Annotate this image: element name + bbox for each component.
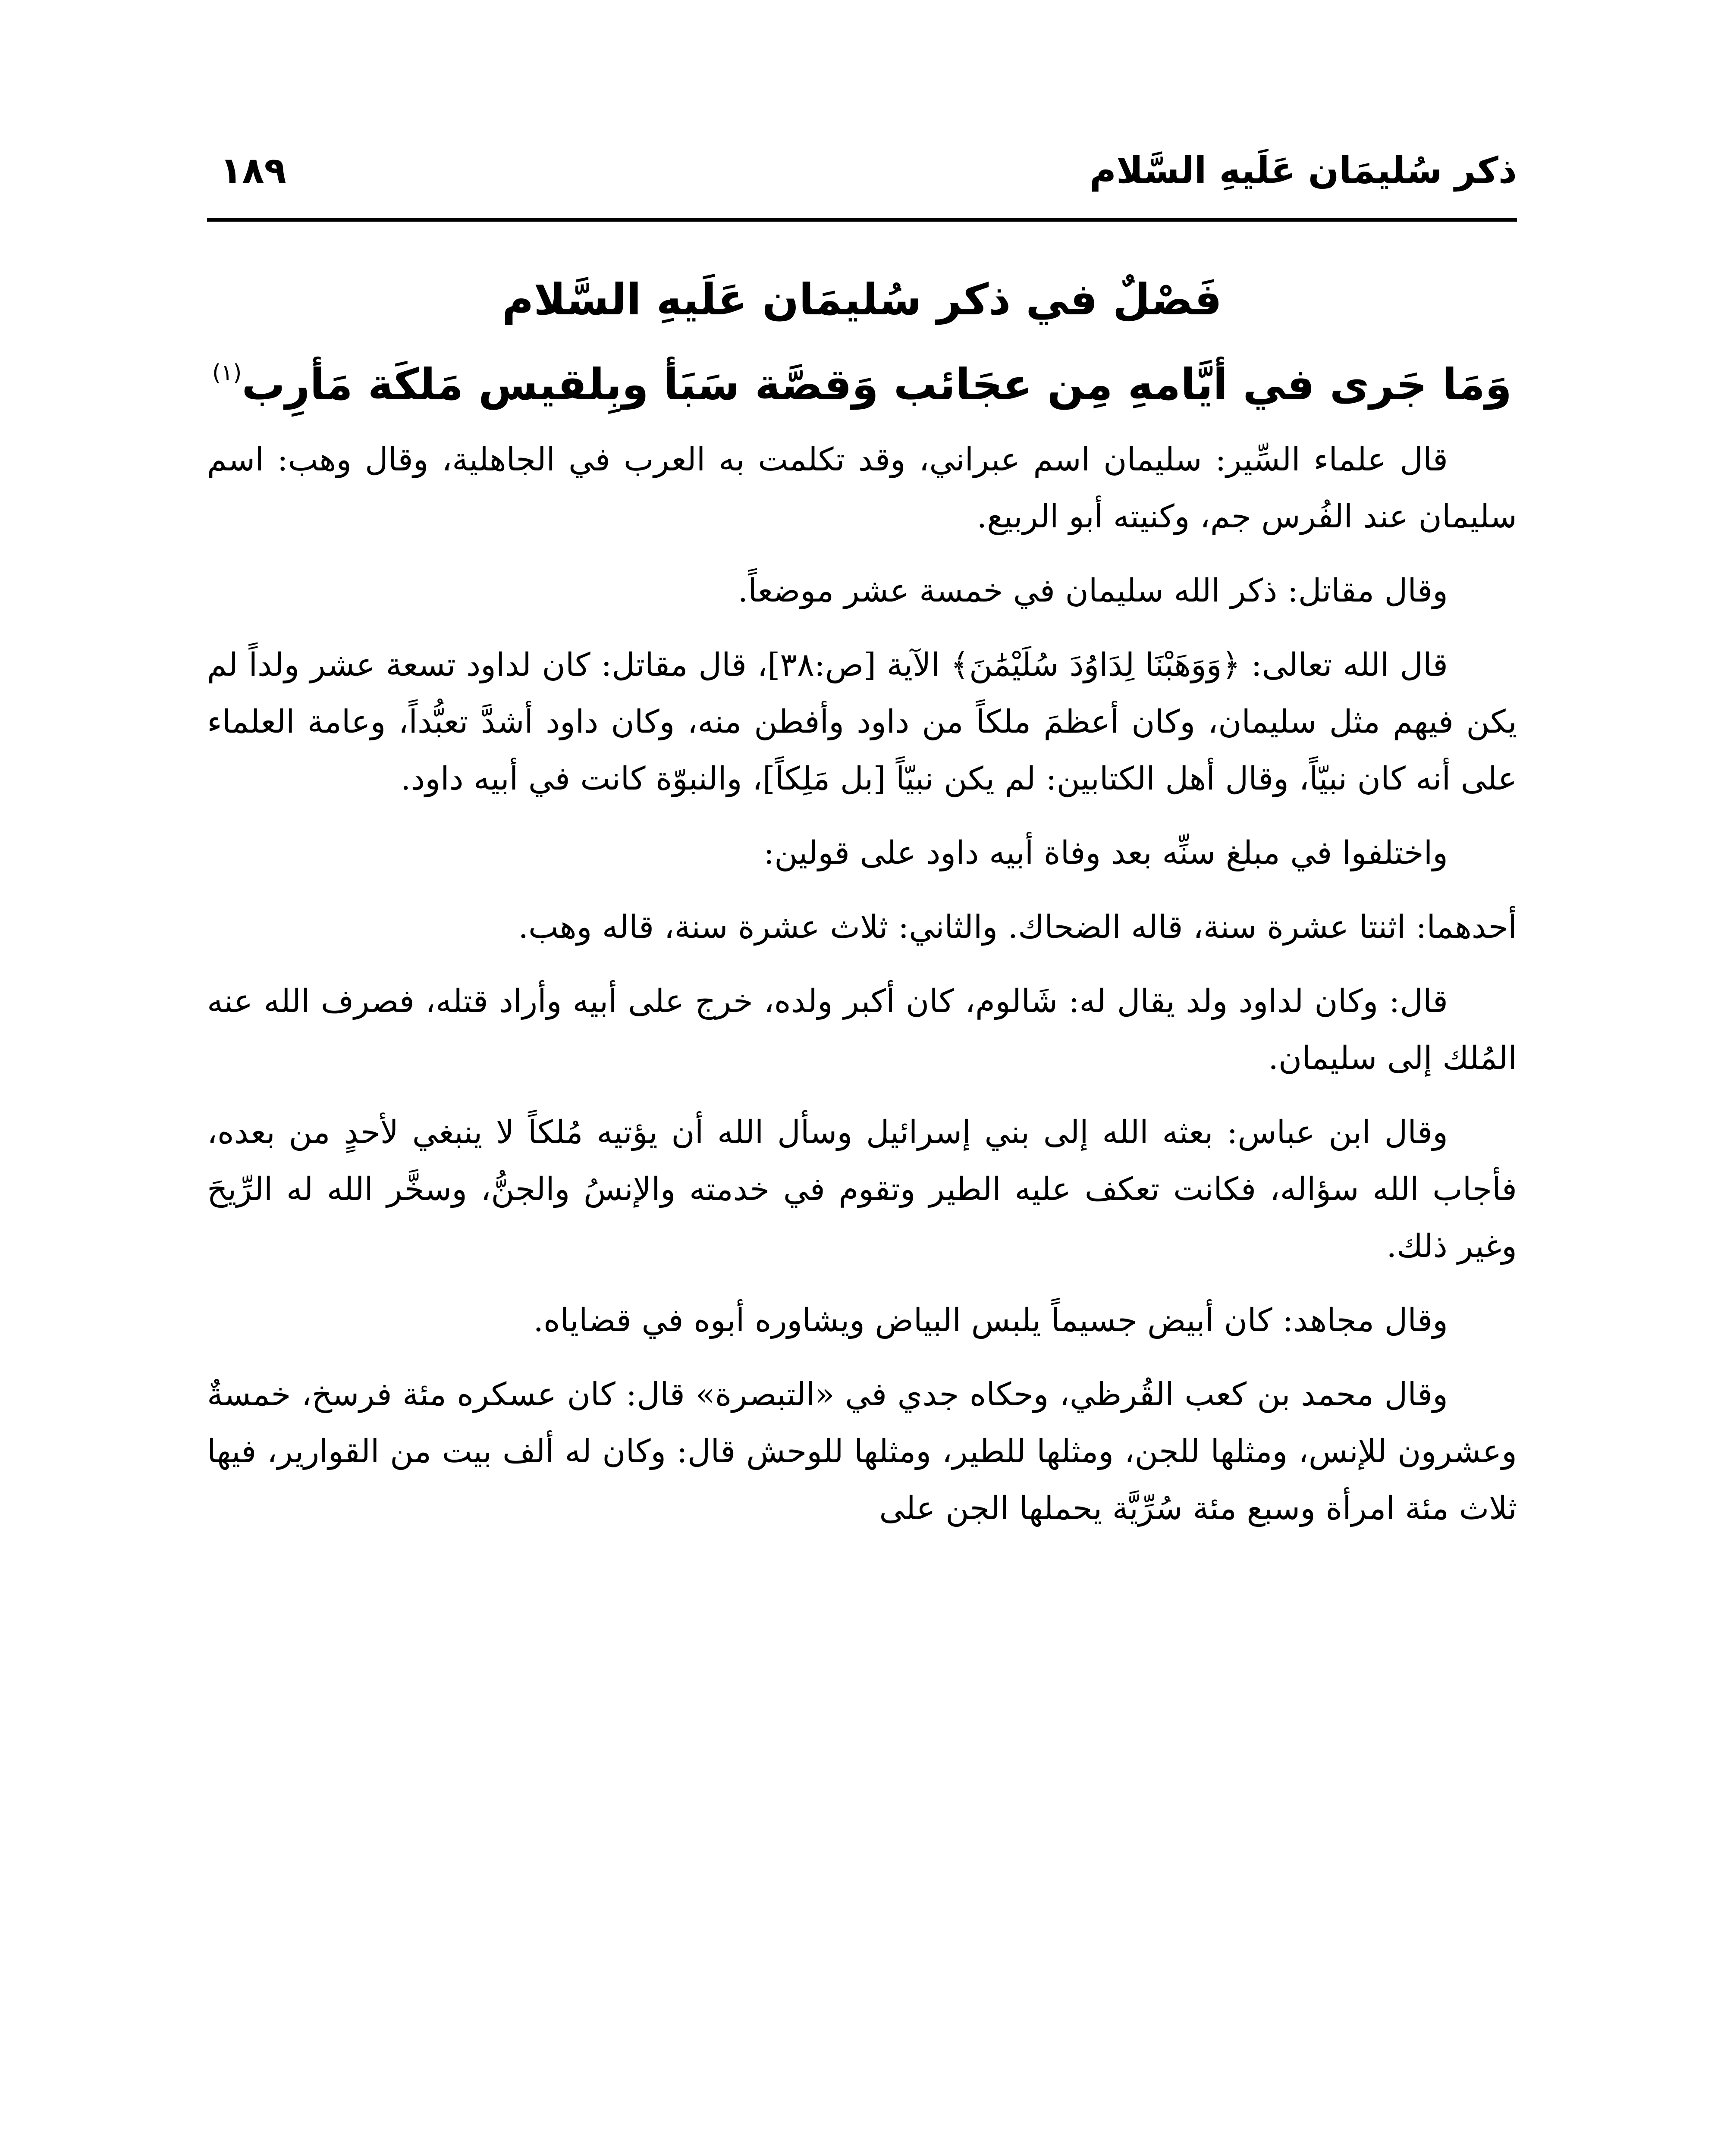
body-text — [207, 431, 1517, 1554]
running-head — [207, 142, 1517, 198]
header-rule — [207, 218, 1517, 222]
paragraph: قال: وكان لداود ولد يقال له: شَالوم، كان أكبر ولده، خرج على أبيه وأراد قتله، فصرف الله عنه المُلك إلى سليمان. — [207, 983, 1517, 1077]
paragraph: وقال محمد بن كعب القُرظي، وحكاه جدي في «التبصرة» قال: كان عسكره مئة فرسخ، خمسةٌ وعشرون للإنس، ومثلها للجن، ومثلها للطير، ومثلها للوحش قال: وكان له ألف بيت من القوارير، فيها ثلاث مئة امرأة وسبع مئة سُرِّيَّة يحملها الجن على — [207, 1376, 1517, 1527]
chapter-heading-line-2-text: وَمَا جَرى في أيَّامهِ مِن عجَائب وَقصَّة سَبَأ وبِلقيس مَلكَة مَأرِب — [242, 359, 1512, 410]
paragraph: وقال مقاتل: ذكر الله سليمان في خمسة عشر موضعاً. — [738, 572, 1448, 609]
chapter-heading — [207, 263, 1517, 421]
paragraph: واختلفوا في مبلغ سنِّه بعد وفاة أبيه داود على قولين: — [763, 834, 1448, 871]
page-number: ١٨٩ — [220, 149, 286, 191]
chapter-heading-line-2 — [207, 336, 1517, 421]
paragraph: قال علماء السِّير: سليمان اسم عبراني، وقد تكلمت به العرب في الجاهلية، وقال وهب: اسم سليمان عند الفُرس جم، وكنيته أبو الربيع. — [207, 441, 1517, 535]
running-head-title: ذكر سُليمَان عَلَيهِ السَّلام — [1090, 149, 1517, 191]
paragraph: وقال مجاهد: كان أبيض جسيماً يلبس البياض ويشاوره أبوه في قضاياه. — [533, 1302, 1448, 1339]
footnote-marker[interactable]: (١) — [212, 360, 242, 386]
paragraph: أحدهما: اثنتا عشرة سنة، قاله الضحاك. والثاني: ثلاث عشرة سنة، قاله وهب. — [518, 909, 1517, 946]
paragraph: وقال ابن عباس: بعثه الله إلى بني إسرائيل وسأل الله أن يؤتيه مُلكاً لا ينبغي لأحدٍ من بعده، فأجاب الله سؤاله، فكانت تعكف عليه الطير وتقوم في خدمته والإنسُ والجنُّ، وسخَّر الله له الرِّيحَ وغير ذلك. — [207, 1114, 1517, 1265]
chapter-heading-line-1: فَصْلٌ في ذكر سُليمَان عَلَيهِ السَّلام — [502, 274, 1222, 325]
paragraph: قال الله تعالى: ﴿وَوَهَبْنَا لِدَاوُدَ سُلَيْمَٰنَ﴾ الآية [ص:٣٨]، قال مقاتل: كان لداود تسعة عشر ولداً لم يكن فيهم مثل سليمان، وكان أعظمَ ملكاً من داود وأفطن منه، وكان داود أشدَّ تعبُّداً، وعامة العلماء على أنه كان نبيّاً، وقال أهل الكتابين: لم يكن نبيّاً [بل مَلِكاً]، والنبوّة كانت في أبيه داود. — [207, 646, 1517, 797]
